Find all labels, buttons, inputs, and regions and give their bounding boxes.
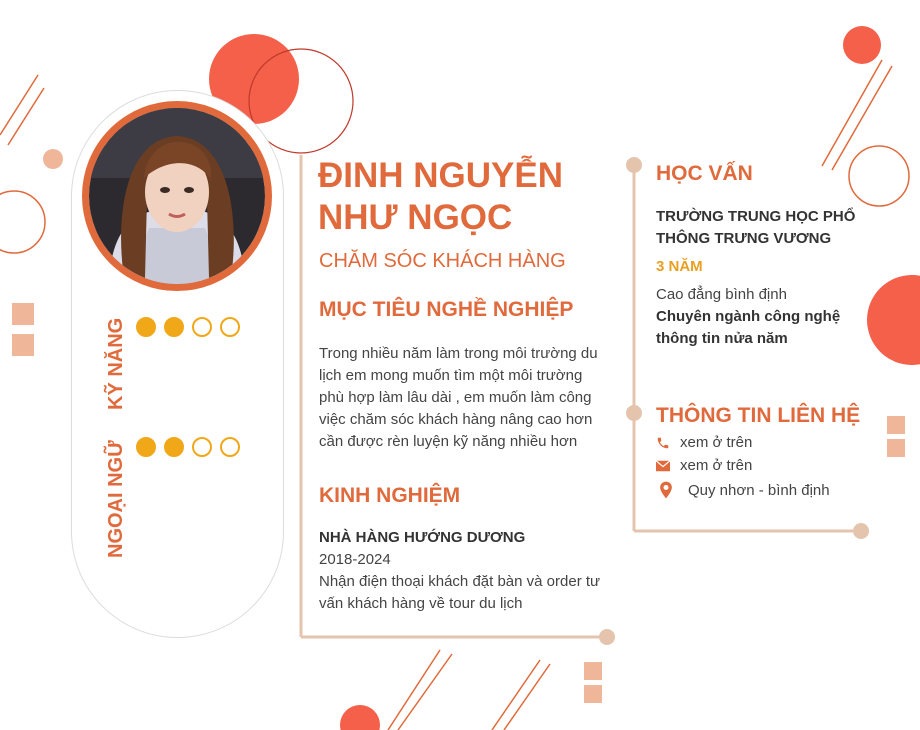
deco-line	[398, 654, 452, 730]
rating-dot-filled	[136, 437, 156, 457]
timeline-node	[599, 629, 615, 645]
experience-period: 2018-2024	[319, 551, 391, 568]
skill-label: NGOẠI NGỮ	[105, 440, 127, 558]
major-line: thông tin nửa năm	[656, 330, 788, 347]
deco-square	[584, 685, 602, 703]
deco-square	[887, 416, 905, 434]
deco-square	[12, 334, 34, 356]
deco-circle-filled	[340, 705, 380, 730]
contact-phone	[656, 434, 752, 451]
location-pin-icon	[656, 480, 676, 500]
rating-dot-filled	[164, 317, 184, 337]
name-line: NHƯ NGỌC	[318, 198, 513, 237]
email-value: xem ở trên	[680, 457, 753, 474]
deco-circle-outline	[0, 191, 45, 253]
deco-square	[12, 303, 34, 325]
phone-icon	[656, 436, 670, 450]
contact-heading: THÔNG TIN LIÊN HỆ	[656, 404, 861, 427]
experience-heading: KINH NGHIỆM	[319, 484, 461, 507]
education-entry	[656, 206, 855, 350]
phone-value: xem ở trên	[680, 434, 753, 451]
objective-heading: MỤC TIÊU NGHỀ NGHIỆP	[319, 298, 574, 321]
rating-dot-empty	[192, 317, 212, 337]
rating-dot-empty	[220, 317, 240, 337]
deco-line	[504, 664, 550, 730]
text-line: việc chăm sóc khách hàng nâng cao hơn	[319, 411, 593, 428]
deco-line	[0, 75, 38, 135]
text-line: phù hợp làm lâu dài , em muốn làm công	[319, 389, 592, 406]
timeline-node	[626, 157, 642, 173]
text-line: Nhận điện thoại khách đặt bàn và order tư	[319, 573, 601, 590]
skill-rating-kynang	[136, 317, 240, 337]
deco-line	[8, 88, 44, 145]
skill-rating-ngoaingu	[136, 437, 240, 457]
rating-dot-empty	[220, 437, 240, 457]
name	[318, 155, 563, 239]
mail-icon	[656, 460, 670, 472]
education-heading: HỌC VẤN	[656, 162, 753, 185]
company-name: NHÀ HÀNG HƯỚNG DƯƠNG	[319, 529, 526, 546]
deco-line	[822, 60, 882, 166]
deco-square	[584, 662, 602, 680]
skill-label: KỸ NĂNG	[105, 317, 127, 410]
contact-address	[656, 480, 830, 500]
text-line: vấn khách hàng về tour du lịch	[319, 595, 523, 612]
rating-dot-filled	[164, 437, 184, 457]
experience-entry	[319, 527, 600, 615]
deco-line	[388, 650, 440, 730]
school-name-line: TRƯỜNG TRUNG HỌC PHỔ	[656, 208, 856, 225]
rating-dot-filled	[136, 317, 156, 337]
major-line: Chuyên ngành công nghệ	[656, 308, 841, 325]
school-name-line: THÔNG TRƯNG VƯƠNG	[656, 230, 832, 247]
deco-dot	[43, 149, 63, 169]
portrait-photo	[89, 108, 265, 284]
deco-circle-filled	[867, 275, 920, 365]
timeline-node	[626, 405, 642, 421]
text-line: lịch em mong muốn tìm một môi trường	[319, 367, 583, 384]
deco-circle-outline	[849, 146, 909, 206]
deco-circle-filled	[843, 26, 881, 64]
rating-dot-empty	[192, 437, 212, 457]
objective-text	[319, 343, 598, 453]
text-line: cần được rèn luyện kỹ năng nhiều hơn	[319, 433, 578, 450]
avatar	[82, 101, 272, 291]
job-title: CHĂM SÓC KHÁCH HÀNG	[319, 250, 566, 272]
deco-line	[492, 660, 540, 730]
education-duration: 3 NĂM	[656, 258, 703, 275]
deco-square	[887, 439, 905, 457]
college-name: Cao đẳng bình định	[656, 286, 787, 303]
address-value: Quy nhơn - bình định	[688, 481, 830, 499]
text-line: Trong nhiều năm làm trong môi trường du	[319, 345, 598, 362]
deco-line	[832, 66, 892, 170]
contact-email	[656, 457, 752, 474]
name-line: ĐINH NGUYỄN	[318, 156, 564, 195]
timeline-node	[853, 523, 869, 539]
